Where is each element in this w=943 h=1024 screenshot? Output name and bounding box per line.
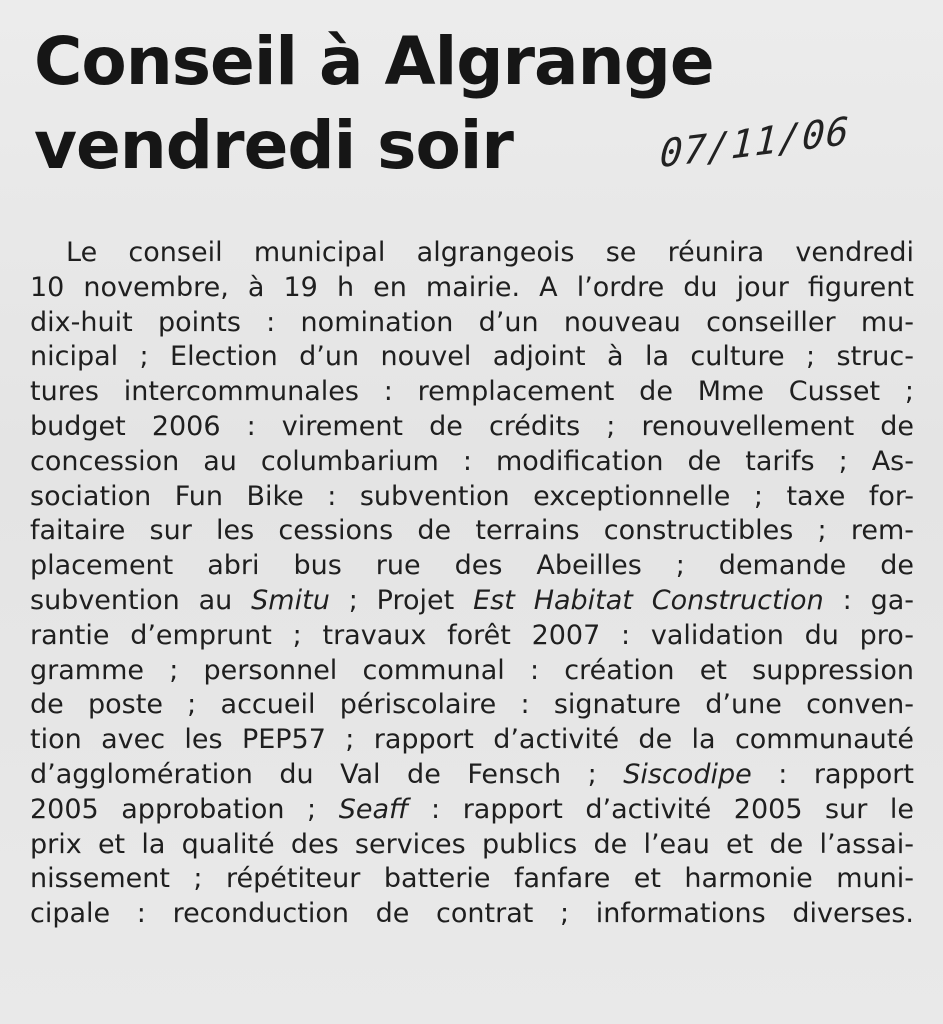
article-line	[30, 236, 914, 271]
article-line	[30, 654, 914, 689]
handwritten-date: 07/11/06	[658, 108, 851, 177]
article-text: : ga-	[823, 584, 914, 616]
article-text: d’agglomération du Val de Fensch ;	[30, 758, 624, 790]
article-text: budget 2006 : virement de crédits ; renouvellement de	[30, 410, 914, 442]
article-text: tures intercommunales : remplacement de Mme Cusset ;	[30, 376, 914, 408]
article-line	[30, 549, 914, 584]
article-text: rantie d’emprunt ; travaux forêt 2007 : validation du pro-	[30, 619, 914, 651]
article-text: de poste ; accueil périscolaire : signature d’une conven-	[30, 689, 914, 721]
article-text: cipale : reconduction de contrat ; informations diverses.	[30, 898, 914, 930]
article-line	[30, 340, 914, 375]
article-line	[30, 306, 914, 341]
headline-line-2: vendredi soir	[34, 107, 513, 184]
article-line	[30, 828, 914, 863]
headline-line-1: Conseil à Algrange	[34, 23, 714, 100]
article-line	[30, 410, 914, 445]
article-line	[30, 584, 914, 619]
article-italic-text: Siscodipe	[623, 758, 752, 790]
article-text: placement abri bus rue des Abeilles ; demande de	[30, 550, 914, 582]
article-line	[30, 758, 914, 793]
article-text: subvention au	[30, 584, 252, 616]
article-text: tion avec les PEP57 ; rapport d’activité de la communauté	[30, 724, 914, 756]
article-text: Le conseil municipal algrangeois se réunira vendredi	[66, 237, 914, 268]
article-line	[30, 897, 914, 932]
article-line	[30, 480, 914, 515]
article-text: faitaire sur les cessions de terrains constructibles ; rem-	[30, 515, 914, 547]
article-line	[30, 723, 914, 758]
article-line	[30, 688, 914, 723]
article-italic-text: Smitu	[251, 584, 330, 616]
article-text: dix-huit points : nomination d’un nouveau conseiller mu-	[30, 306, 914, 338]
article-text: 2005 approbation ;	[30, 793, 339, 825]
article-text: sociation Fun Bike : subvention exceptionnelle ; taxe for-	[30, 480, 914, 512]
article-text: ; Projet	[329, 584, 474, 616]
article-text: 10 novembre, à 19 h en mairie. A l’ordre du jour figurent	[30, 271, 914, 303]
article-line	[30, 514, 914, 549]
article-italic-text: Seaff	[338, 793, 409, 825]
article-body	[30, 236, 914, 932]
article-text: : rapport d’activité 2005 sur le	[408, 793, 914, 825]
article-line	[30, 793, 914, 828]
article-line	[30, 862, 914, 897]
article-italic-text: Est Habitat Construction	[473, 584, 824, 616]
article-text: gramme ; personnel communal : création et suppression	[30, 654, 914, 686]
article-text: concession au columbarium : modification de tarifs ; As-	[30, 445, 914, 477]
article-text: nicipal ; Election d’un nouvel adjoint à la culture ; struc-	[30, 341, 914, 373]
article-text: : rapport	[751, 758, 914, 790]
article-line	[30, 375, 914, 410]
article-line	[30, 271, 914, 306]
article-line	[30, 619, 914, 654]
article-line	[30, 445, 914, 480]
article-text: prix et la qualité des services publics de l’eau et de l’assai-	[30, 828, 914, 860]
article-text: nissement ; répétiteur batterie fanfare et harmonie muni-	[30, 863, 914, 895]
